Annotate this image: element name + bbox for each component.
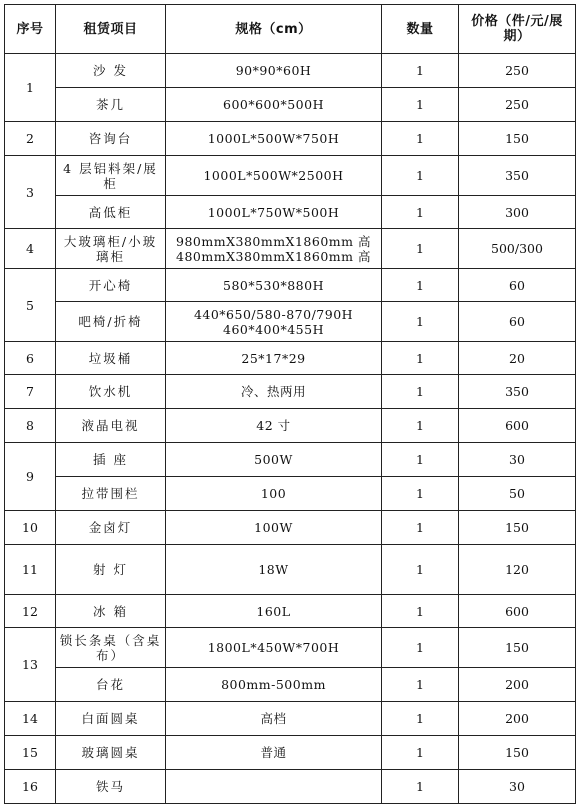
item-qty: 1 (382, 122, 459, 156)
item-spec: 500W (166, 443, 382, 477)
item-qty: 1 (382, 668, 459, 702)
item-price: 150 (459, 736, 576, 770)
item-qty: 1 (382, 770, 459, 804)
item-price: 300 (459, 196, 576, 229)
table-row (5, 511, 576, 545)
row-number: 3 (5, 156, 56, 229)
item-spec: 100W (166, 511, 382, 545)
item-name: 白面圆桌 (56, 702, 166, 736)
item-qty: 1 (382, 511, 459, 545)
table-row (5, 156, 576, 196)
item-name: 饮水机 (56, 375, 166, 409)
item-price: 200 (459, 668, 576, 702)
row-number: 7 (5, 375, 56, 409)
item-name: 射 灯 (56, 545, 166, 595)
item-spec: 25*17*29 (166, 342, 382, 375)
rental-price-table (4, 4, 576, 804)
table-row (5, 595, 576, 628)
item-qty: 1 (382, 443, 459, 477)
item-spec: 1000L*750W*500H (166, 196, 382, 229)
table-row (5, 545, 576, 595)
item-spec: 100 (166, 477, 382, 511)
item-price: 250 (459, 88, 576, 122)
item-spec: 1800L*450W*700H (166, 628, 382, 668)
item-spec: 90*90*60H (166, 54, 382, 88)
item-spec: 18W (166, 545, 382, 595)
item-qty: 1 (382, 88, 459, 122)
table-row (5, 770, 576, 804)
item-qty: 1 (382, 54, 459, 88)
item-qty: 1 (382, 375, 459, 409)
table-row (5, 477, 576, 511)
row-number: 12 (5, 595, 56, 628)
item-qty: 1 (382, 156, 459, 196)
table-row (5, 736, 576, 770)
table-row (5, 196, 576, 229)
table-row (5, 302, 576, 342)
header-item: 租赁项目 (56, 5, 166, 54)
table-row (5, 668, 576, 702)
row-number: 6 (5, 342, 56, 375)
item-qty: 1 (382, 409, 459, 443)
item-spec: 800mm-500mm (166, 668, 382, 702)
item-name: 冰 箱 (56, 595, 166, 628)
item-price: 150 (459, 628, 576, 668)
item-price: 20 (459, 342, 576, 375)
item-price: 350 (459, 375, 576, 409)
item-price: 350 (459, 156, 576, 196)
item-name: 铁马 (56, 770, 166, 804)
item-price: 50 (459, 477, 576, 511)
item-qty: 1 (382, 196, 459, 229)
item-price: 30 (459, 770, 576, 804)
item-spec: 高档 (166, 702, 382, 736)
item-spec (166, 770, 382, 804)
table-row (5, 54, 576, 88)
item-name: 4 层铝料架/展柜 (56, 156, 166, 196)
item-price: 600 (459, 409, 576, 443)
row-number: 5 (5, 269, 56, 342)
table-row (5, 443, 576, 477)
item-name: 插 座 (56, 443, 166, 477)
item-price: 30 (459, 443, 576, 477)
table-row (5, 229, 576, 269)
item-spec: 1000L*500W*750H (166, 122, 382, 156)
row-number: 1 (5, 54, 56, 122)
row-number: 4 (5, 229, 56, 269)
item-spec: 980mmX380mmX1860mm 高 480mmX380mmX1860mm 高 (166, 229, 382, 269)
table-row (5, 409, 576, 443)
item-name: 大玻璃柜/小玻璃柜 (56, 229, 166, 269)
item-name: 开心椅 (56, 269, 166, 302)
item-name: 高低柜 (56, 196, 166, 229)
row-number: 11 (5, 545, 56, 595)
item-price: 150 (459, 511, 576, 545)
item-spec: 160L (166, 595, 382, 628)
item-price: 250 (459, 54, 576, 88)
row-number: 9 (5, 443, 56, 511)
item-qty: 1 (382, 545, 459, 595)
table-row (5, 122, 576, 156)
item-name: 拉带围栏 (56, 477, 166, 511)
item-spec: 440*650/580-870/790H 460*400*455H (166, 302, 382, 342)
item-name: 咨询台 (56, 122, 166, 156)
item-price: 500/300 (459, 229, 576, 269)
item-price: 150 (459, 122, 576, 156)
item-name: 玻璃圆桌 (56, 736, 166, 770)
item-spec: 普通 (166, 736, 382, 770)
item-qty: 1 (382, 477, 459, 511)
table-row (5, 269, 576, 302)
item-name: 沙 发 (56, 54, 166, 88)
item-qty: 1 (382, 702, 459, 736)
item-name: 金卤灯 (56, 511, 166, 545)
item-price: 600 (459, 595, 576, 628)
item-qty: 1 (382, 736, 459, 770)
row-number: 10 (5, 511, 56, 545)
item-spec: 600*600*500H (166, 88, 382, 122)
row-number: 8 (5, 409, 56, 443)
item-name: 吧椅/折椅 (56, 302, 166, 342)
row-number: 16 (5, 770, 56, 804)
item-price: 60 (459, 269, 576, 302)
row-number: 14 (5, 702, 56, 736)
item-name: 台花 (56, 668, 166, 702)
item-name: 锁长条桌（含桌布） (56, 628, 166, 668)
header-row (5, 5, 576, 54)
header-spec: 规格（cm） (166, 5, 382, 54)
item-qty: 1 (382, 595, 459, 628)
item-price: 60 (459, 302, 576, 342)
item-qty: 1 (382, 269, 459, 302)
item-name: 液晶电视 (56, 409, 166, 443)
row-number: 15 (5, 736, 56, 770)
header-no: 序号 (5, 5, 56, 54)
item-price: 120 (459, 545, 576, 595)
table-row (5, 702, 576, 736)
item-name: 垃圾桶 (56, 342, 166, 375)
item-qty: 1 (382, 342, 459, 375)
item-spec: 1000L*500W*2500H (166, 156, 382, 196)
table-row (5, 375, 576, 409)
row-number: 13 (5, 628, 56, 702)
item-spec: 冷、热两用 (166, 375, 382, 409)
item-name: 茶几 (56, 88, 166, 122)
row-number: 2 (5, 122, 56, 156)
table-row (5, 88, 576, 122)
table-row (5, 342, 576, 375)
table-row (5, 628, 576, 668)
item-spec: 42 寸 (166, 409, 382, 443)
header-price: 价格（件/元/展期） (459, 5, 576, 54)
item-spec: 580*530*880H (166, 269, 382, 302)
item-qty: 1 (382, 302, 459, 342)
item-qty: 1 (382, 229, 459, 269)
header-qty: 数量 (382, 5, 459, 54)
item-qty: 1 (382, 628, 459, 668)
item-price: 200 (459, 702, 576, 736)
